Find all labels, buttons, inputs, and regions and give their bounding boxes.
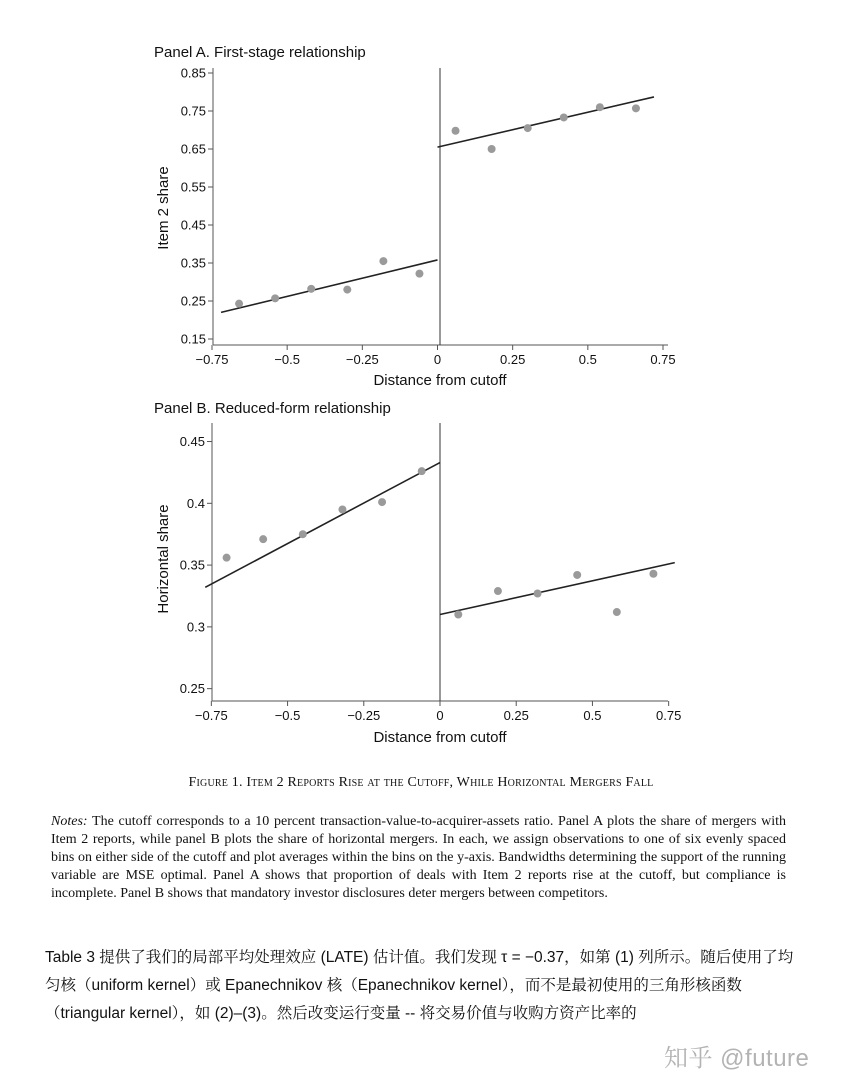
panel-a-y-tick-label: 0.75 [180, 103, 206, 119]
notes-text: The cutoff corresponds to a 10 percent transaction-value-to-acquirer-assets ratio. Panel A plots the share of mergers with Item 2 reports, while panel B plots the share of horizontal mergers. In each, we assign observations to one of six evenly spaced bins on either side of the cutoff and plot averages within the bins on the y-axis. Bandwidths determining the support of the running variable are MSE optimal. Panel A shows that proportion of deals with Item 2 reports rise at the cutoff, but compliance is incomplete. Panel B shows that mandatory investor disclosures deter mergers between competitors. [51, 814, 786, 901]
panel-b-x-tick-label: −0.75 [194, 708, 228, 723]
panel-b-data-point [378, 498, 386, 506]
panel-a-y-tick-label: 0.65 [180, 141, 206, 157]
panel-a-x-tick-label: 0 [433, 352, 442, 367]
panel-a-x-label: Distance from cutoff [373, 372, 507, 389]
panel-a-y-tick-label: 0.45 [180, 217, 206, 233]
panel-b-x-tick-label: 0.25 [503, 708, 529, 723]
panel-a-data-point [560, 113, 568, 121]
panel-b-fit-line-right [440, 563, 675, 615]
panel-a-data-point [343, 286, 351, 294]
panel-b-x-label: Distance from cutoff [373, 729, 507, 746]
panel-a-data-point [632, 104, 640, 112]
panel-b-y-tick-label: 0.35 [179, 557, 205, 573]
panel-b-data-point [454, 611, 462, 619]
panel-b-data-point [223, 554, 231, 562]
panel-a-data-point [271, 294, 279, 302]
figure-notes [51, 813, 786, 903]
panel-a-y-tick-label: 0.25 [180, 293, 206, 309]
panel-a-data-point [596, 103, 604, 111]
panel-a-x-tick-label: −0.75 [195, 352, 229, 367]
panel-a-data-point [415, 270, 423, 278]
figure-caption: Figure 1. Item 2 Reports Rise at the Cutoff, While Horizontal Mergers Fall [188, 775, 654, 790]
panel-b-data-point [573, 571, 581, 579]
panel-b-fit-line-left [205, 463, 440, 588]
panel-b-data-point [259, 535, 267, 543]
panel-a-y-tick-label: 0.55 [180, 179, 206, 195]
panel-a-y-tick-label: 0.15 [180, 331, 206, 347]
panel-a-data-point [307, 285, 315, 293]
panel-b-y-tick-label: 0.45 [179, 434, 205, 450]
panel-b-title: Panel B. Reduced-form relationship [154, 400, 391, 417]
panel-b-y-tick-label: 0.4 [186, 495, 205, 511]
panel-b-x-tick-label: 0.75 [656, 708, 682, 723]
panel-a-fit-line-left [221, 260, 437, 312]
panel-b-x-tick-label: −0.25 [347, 708, 381, 723]
chinese-paragraph: Table 3 提供了我们的局部平均处理效应 (LATE) 估计值。我们发现 τ = −0.37，如第 (1) 列所示。随后使用了均匀核（uniform kernel）或 Epanechnikov 核（Epanechnikov kernel），而不是最初使用的三角形核函数（triangular kernel），如 (2)–(3)。然后改变运行变量 -- 将交易价值与收购方资产比率的 [45, 949, 794, 1022]
panel-b-x-tick-label: 0.5 [583, 708, 602, 723]
panel-a-fit-line-right [438, 97, 654, 147]
panel-b-x-tick-label: 0 [436, 708, 444, 723]
panel-a-data-point [379, 257, 387, 265]
panel-a-y-tick-label: 0.85 [180, 65, 206, 81]
watermark: 知乎 @future [664, 1045, 810, 1072]
notes-lead: Notes: [51, 814, 88, 829]
panel-a-data-point [452, 127, 460, 135]
panel-b-y-tick-label: 0.25 [179, 681, 205, 697]
panel-a-data-point [524, 124, 532, 132]
panel-b-data-point [649, 570, 657, 578]
panel-b-data-point [299, 530, 307, 538]
panel-a-y-label: Item 2 share [155, 166, 172, 250]
panel-b-data-point [338, 505, 346, 513]
panel-b-data-point [494, 587, 502, 595]
panel-a-chart [0, 0, 842, 400]
panel-a-x-tick-label: −0.25 [345, 352, 379, 367]
panel-a-data-point [488, 145, 496, 153]
panel-a-data-point [235, 300, 243, 308]
panel-a-x-tick-label: 0.75 [650, 352, 676, 367]
panel-b-y-tick-label: 0.3 [186, 619, 205, 635]
panel-b-x-tick-label: −0.5 [274, 708, 301, 723]
panel-a-x-tick-label: 0.5 [578, 352, 597, 367]
panel-a-y-tick-label: 0.35 [180, 255, 206, 271]
panel-b-data-point [418, 467, 426, 475]
panel-a-x-tick-label: 0.25 [500, 352, 526, 367]
panel-a-x-tick-label: −0.5 [274, 352, 301, 367]
panel-b-chart [0, 395, 842, 755]
panel-b-y-label: Horizontal share [155, 504, 172, 614]
panel-b-data-point [534, 590, 542, 598]
panel-a-title: Panel A. First-stage relationship [154, 44, 366, 61]
panel-b-data-point [613, 608, 621, 616]
